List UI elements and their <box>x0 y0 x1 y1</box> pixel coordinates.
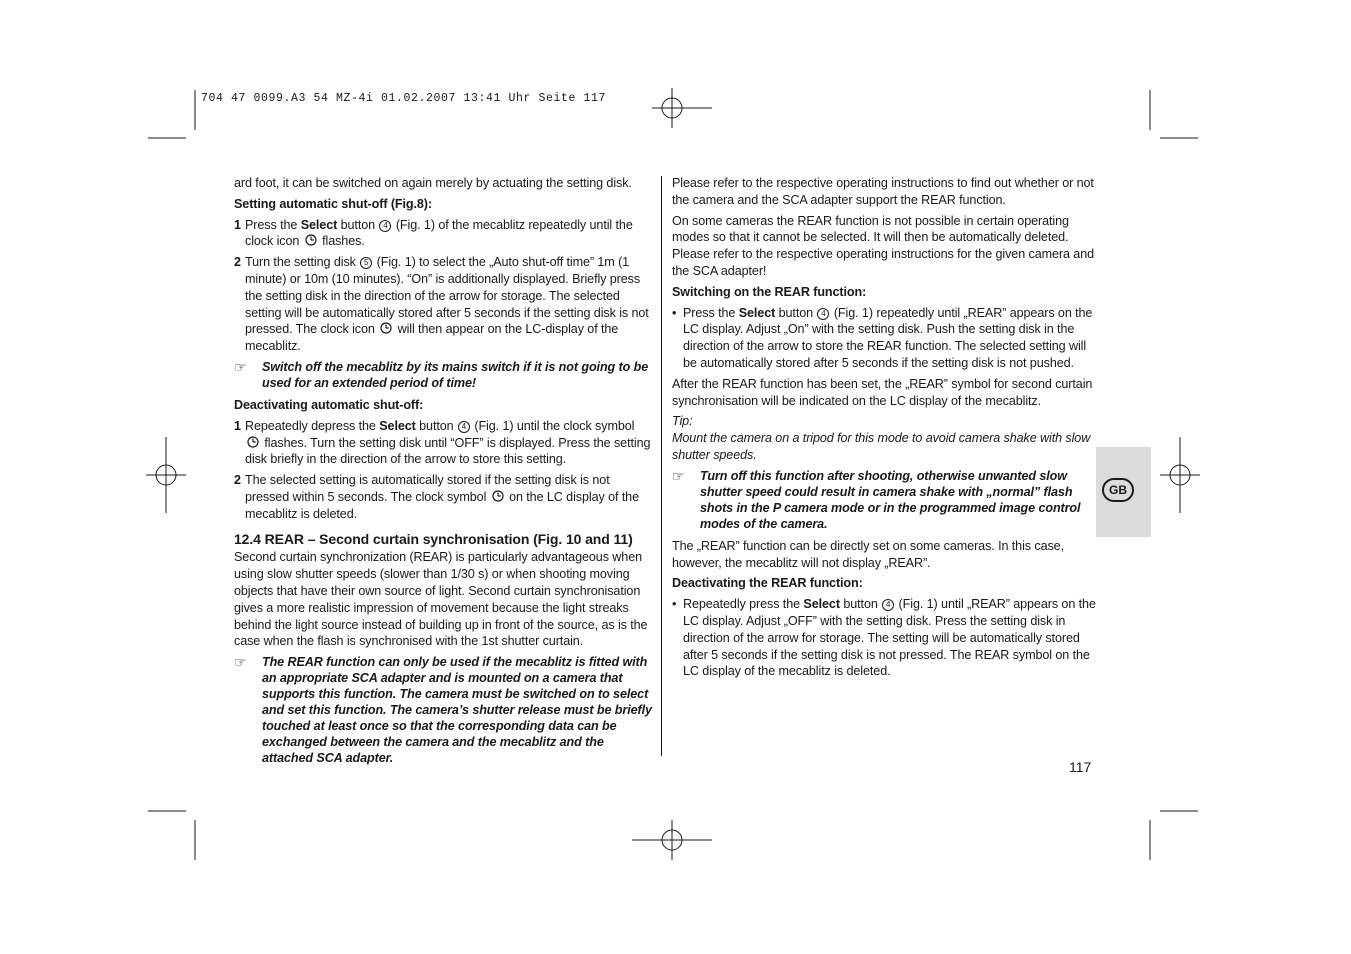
pointing-hand-icon: ☞ <box>234 654 247 671</box>
deactivate-step-1: 1 Repeatedly depress the Select button 4 (Fig. 1) until the clock symbol flashes. Turn the setting disk until “OFF” is displayed. Press the setting disk briefly in the direction of the arrow to store this setting. <box>234 418 651 467</box>
rear-on-title: Switching on the REAR function: <box>672 284 867 299</box>
registration-mark-icon <box>1160 437 1200 513</box>
clock-icon <box>247 436 259 448</box>
disk-number-badge: 5 <box>360 257 372 269</box>
pointing-hand-icon: ☞ <box>672 467 685 484</box>
paragraph-3: After the REAR function has been set, the „REAR” symbol for second curtain synchronisation will be indicated on the LC display of the mecablitz. <box>672 376 1093 408</box>
intro-paragraph: ard foot, it can be switched on again merely by actuating the setting disk. <box>234 176 632 190</box>
clock-icon <box>492 490 504 502</box>
language-badge: GB <box>1102 478 1134 502</box>
rear-note: ☞ The REAR function can only be used if the mecablitz is fitted with an appropriate SCA adapter and is mounted on a camera that supports this function. The camera must be switched on to select and set this function. The camera’s shutter release must be briefly touched at least once so that the corresponding data can be exchanged between the camera and the mecablitz and the attached SCA adapter. <box>234 654 652 766</box>
button-number-badge: 4 <box>882 599 894 611</box>
button-number-badge: 4 <box>458 421 470 433</box>
deactivate-step-2: 2 The selected setting is automatically stored if the setting disk is not pressed within 5 seconds. The clock symbol on the LC display of the mecablitz is deleted. <box>234 473 639 521</box>
auto-off-note: ☞ Switch off the mecablitz by its mains switch if it is not going to be used for an extended period of time! <box>234 358 649 390</box>
rear-body: Second curtain synchronization (REAR) is particularly advantageous when using slow shutter speeds (slower than 1/30 s) or when shooting moving objects that have their own source of light. Second curtain synchronisation gives a more realistic impression of movement because the light streaks behind the light source instead of building up in front of the source, as is the case when the flash is synchronised with the 1st shutter curtain. <box>234 550 648 649</box>
registration-mark-icon <box>652 88 712 128</box>
paragraph-4: The „REAR” function can be directly set on some cameras. In this case, however, the mecablitz will not display „REAR”. <box>672 538 1064 570</box>
clock-icon <box>305 234 317 246</box>
auto-off-step-1: 1 Press the Select button 4 (Fig. 1) of the mecablitz repeatedly until the clock icon flashes. <box>234 217 633 249</box>
tip-label: Tip: <box>672 414 693 429</box>
rear-off-bullet: • Repeatedly press the Select button 4 (Fig. 1) until „REAR” appears on the LC display. Adjust „OFF” with the setting disk. Press the setting disk in direction of the arrow for storage. The setting will be automatically stored after 5 seconds if the setting disk is not pressed. The REAR symbol on the LC display of the mecablitz is deleted. <box>672 597 1096 679</box>
page-number: 117 <box>1069 759 1092 775</box>
auto-off-step-2: 2 Turn the setting disk 5 (Fig. 1) to select the „Auto shut-off time” 1m (1 minute) or 10m (10 minutes). “On” is additionally displayed. Briefly press the setting disk in the direction of the arrow for storage. The selected setting will be automatically stored after 5 seconds if the setting disk is not pressed. The clock icon will then appear on the LC-display of the mecablitz. <box>234 255 649 354</box>
right-column <box>672 175 1096 684</box>
print-slug: 704 47 0099.A3 54 MZ-4i 01.02.2007 13:41 Uhr Seite 117 <box>201 92 607 105</box>
registration-mark-icon <box>146 437 186 513</box>
tip-text: Mount the camera on a tripod for this mode to avoid camera shake with slow shutter speeds. <box>672 431 1091 462</box>
pointing-hand-icon: ☞ <box>234 358 247 375</box>
rear-off-warning-note: ☞ Turn off this function after shooting, otherwise unwanted slow shutter speed could result in camera shake with „normal” flash shots in the P camera mode or in the programmed image control modes of the camera. <box>672 467 1081 531</box>
deactivate-title: Deactivating automatic shut-off: <box>234 397 424 412</box>
section-heading-rear: 12.4 REAR – Second curtain synchronisation (Fig. 10 and 11) <box>234 530 633 547</box>
clock-icon <box>380 322 392 334</box>
paragraph-1: Please refer to the respective operating instructions to find out whether or not the camera and the SCA adapter support the REAR function. <box>672 176 1094 207</box>
registration-mark-icon <box>632 820 712 860</box>
button-number-badge: 4 <box>817 308 829 320</box>
rear-off-title: Deactivating the REAR function: <box>672 576 863 591</box>
rear-on-bullet: • Press the Select button 4 (Fig. 1) repeatedly until „REAR” appears on the LC display. Adjust „On” with the setting disk. Push the setting disk in the direction of the arrow to store the REAR function. The selected setting will be automatically stored after 5 seconds if the setting disk is not pushed. <box>672 305 1093 370</box>
button-number-badge: 4 <box>379 220 391 232</box>
column-divider <box>661 176 662 756</box>
left-column <box>234 175 652 772</box>
auto-off-title: Setting automatic shut-off (Fig.8): <box>234 196 432 211</box>
paragraph-2: On some cameras the REAR function is not possible in certain operating modes so that it cannot be selected. It will then be automatically deleted. Please refer to the respective operating instructions for the given camera and the SCA adapter! <box>672 213 1095 278</box>
